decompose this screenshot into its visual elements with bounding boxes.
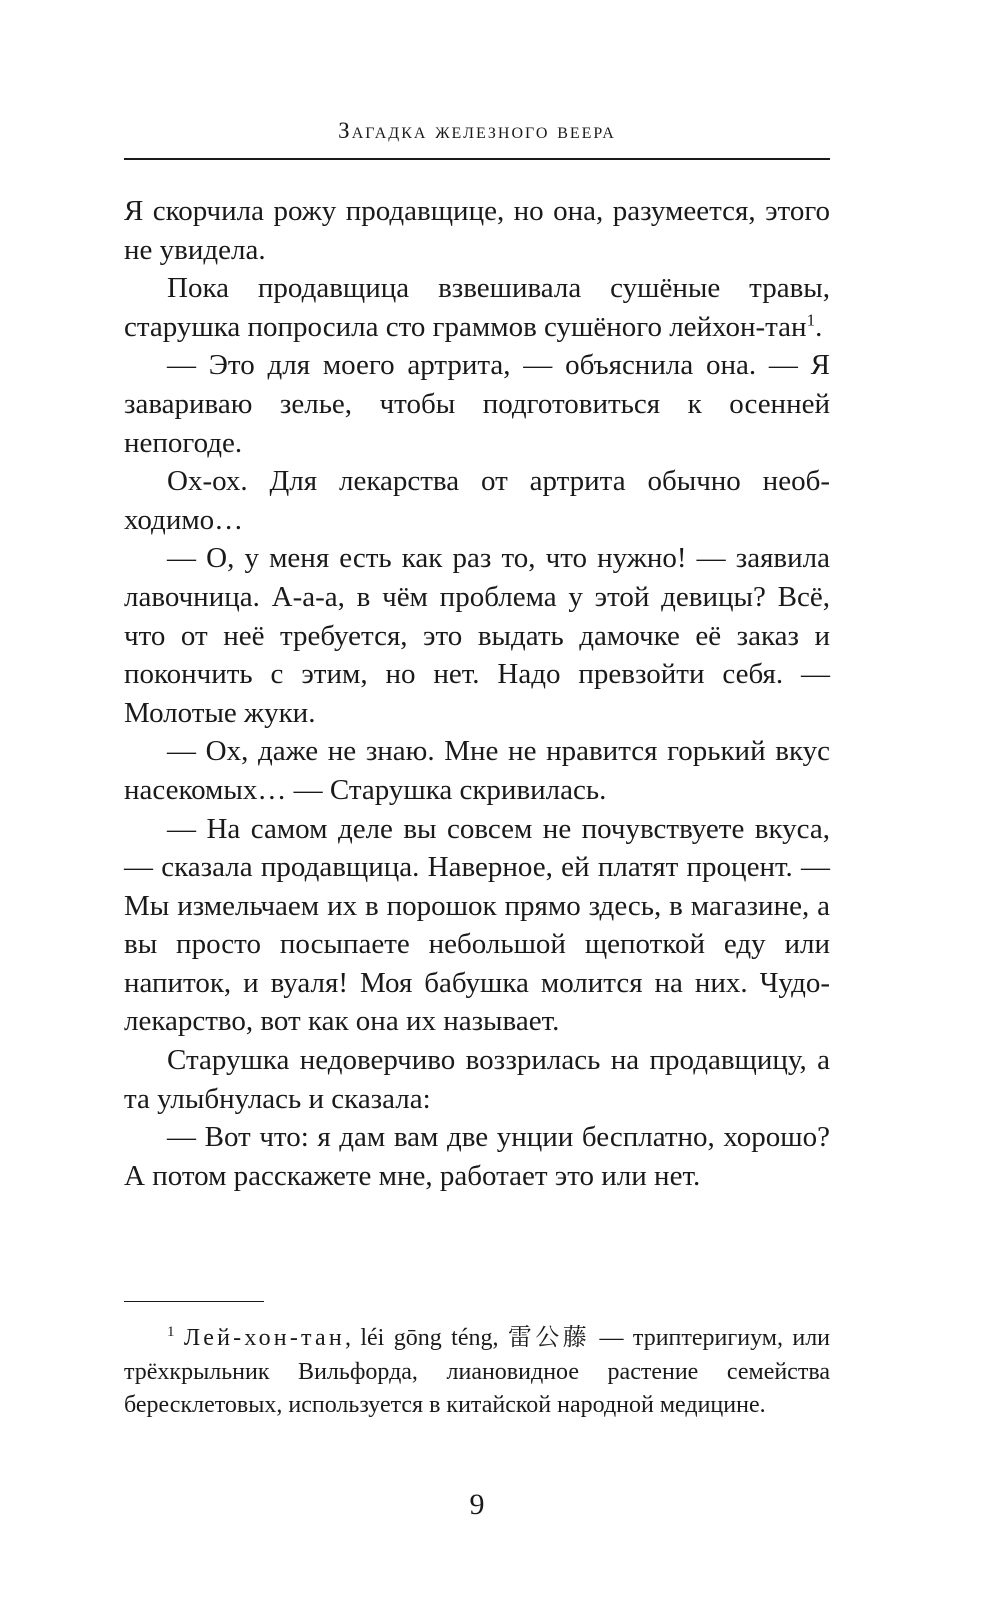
footnote-rule <box>124 1301 264 1302</box>
paragraph: Пока продавщица взвешивала сушёные травы, старушка попросила сто граммов сушёного лейхон-тан$^1$. <box>124 272 830 343</box>
paragraph: — Это для моего артрита, — объяснила она. — Я завариваю зелье, чтобы подготовиться к осенней непогоде. <box>124 349 830 459</box>
paragraph: Я скорчила рожу продавщице, но она, разумеется, этого не увидела. <box>124 195 830 266</box>
footnote <box>124 1322 830 1423</box>
book-page <box>124 0 830 1616</box>
footnote-ref[interactable]: 1 <box>806 310 816 330</box>
body-text <box>124 192 830 1195</box>
paragraph: — О, у меня есть как раз то, что нужно! — заявила лавочница. А-а-а, в чём проблема у этой девицы? Всё, что от неё требуется, это выдать дамочке её заказ и покончить с этим, но нет. Надо превзойти себя. — Молотые жуки. <box>124 542 830 729</box>
footnote-marker: 1 <box>167 1324 175 1340</box>
running-head: Загадка железного веера <box>338 118 616 143</box>
header-rule <box>124 158 830 160</box>
paragraph: — Ох, даже не знаю. Мне не нравится горький вкус насекомых… — Старушка скривилась. <box>124 735 830 806</box>
footnote-text: , léi gōng téng, 雷公藤 — триптеригиум, или трёхкрыльник Вильфорда, лиановидное растение семейства бересклетовых, используется в китайской народной медицине. <box>124 1325 831 1418</box>
paragraph: Старушка недоверчиво воззрилась на продавщицу, а та улыбнулась и сказала: <box>124 1044 830 1115</box>
paragraph: Ох-ох. Для лекарства от артрита обычно необходимо… <box>124 465 830 536</box>
page-number: 9 <box>469 1488 485 1521</box>
paragraph: — Вот что: я дам вам две унции бесплатно, хорошо? А потом расскажете мне, работает это или нет. <box>124 1121 830 1192</box>
footnote-term: Лей-хон-тан <box>183 1325 345 1351</box>
paragraph: — На самом деле вы совсем не почувствуете вкуса, — сказала продавщица. Наверное, ей платят процент. — Мы измельчаем их в порошок прямо здесь, в магазине, а вы просто посыпаете небольшой щепоткой еду или напиток, и вуаля! Моя бабушка молится на них. Чудо-лекарство, вот как она их называет. <box>124 812 830 1038</box>
